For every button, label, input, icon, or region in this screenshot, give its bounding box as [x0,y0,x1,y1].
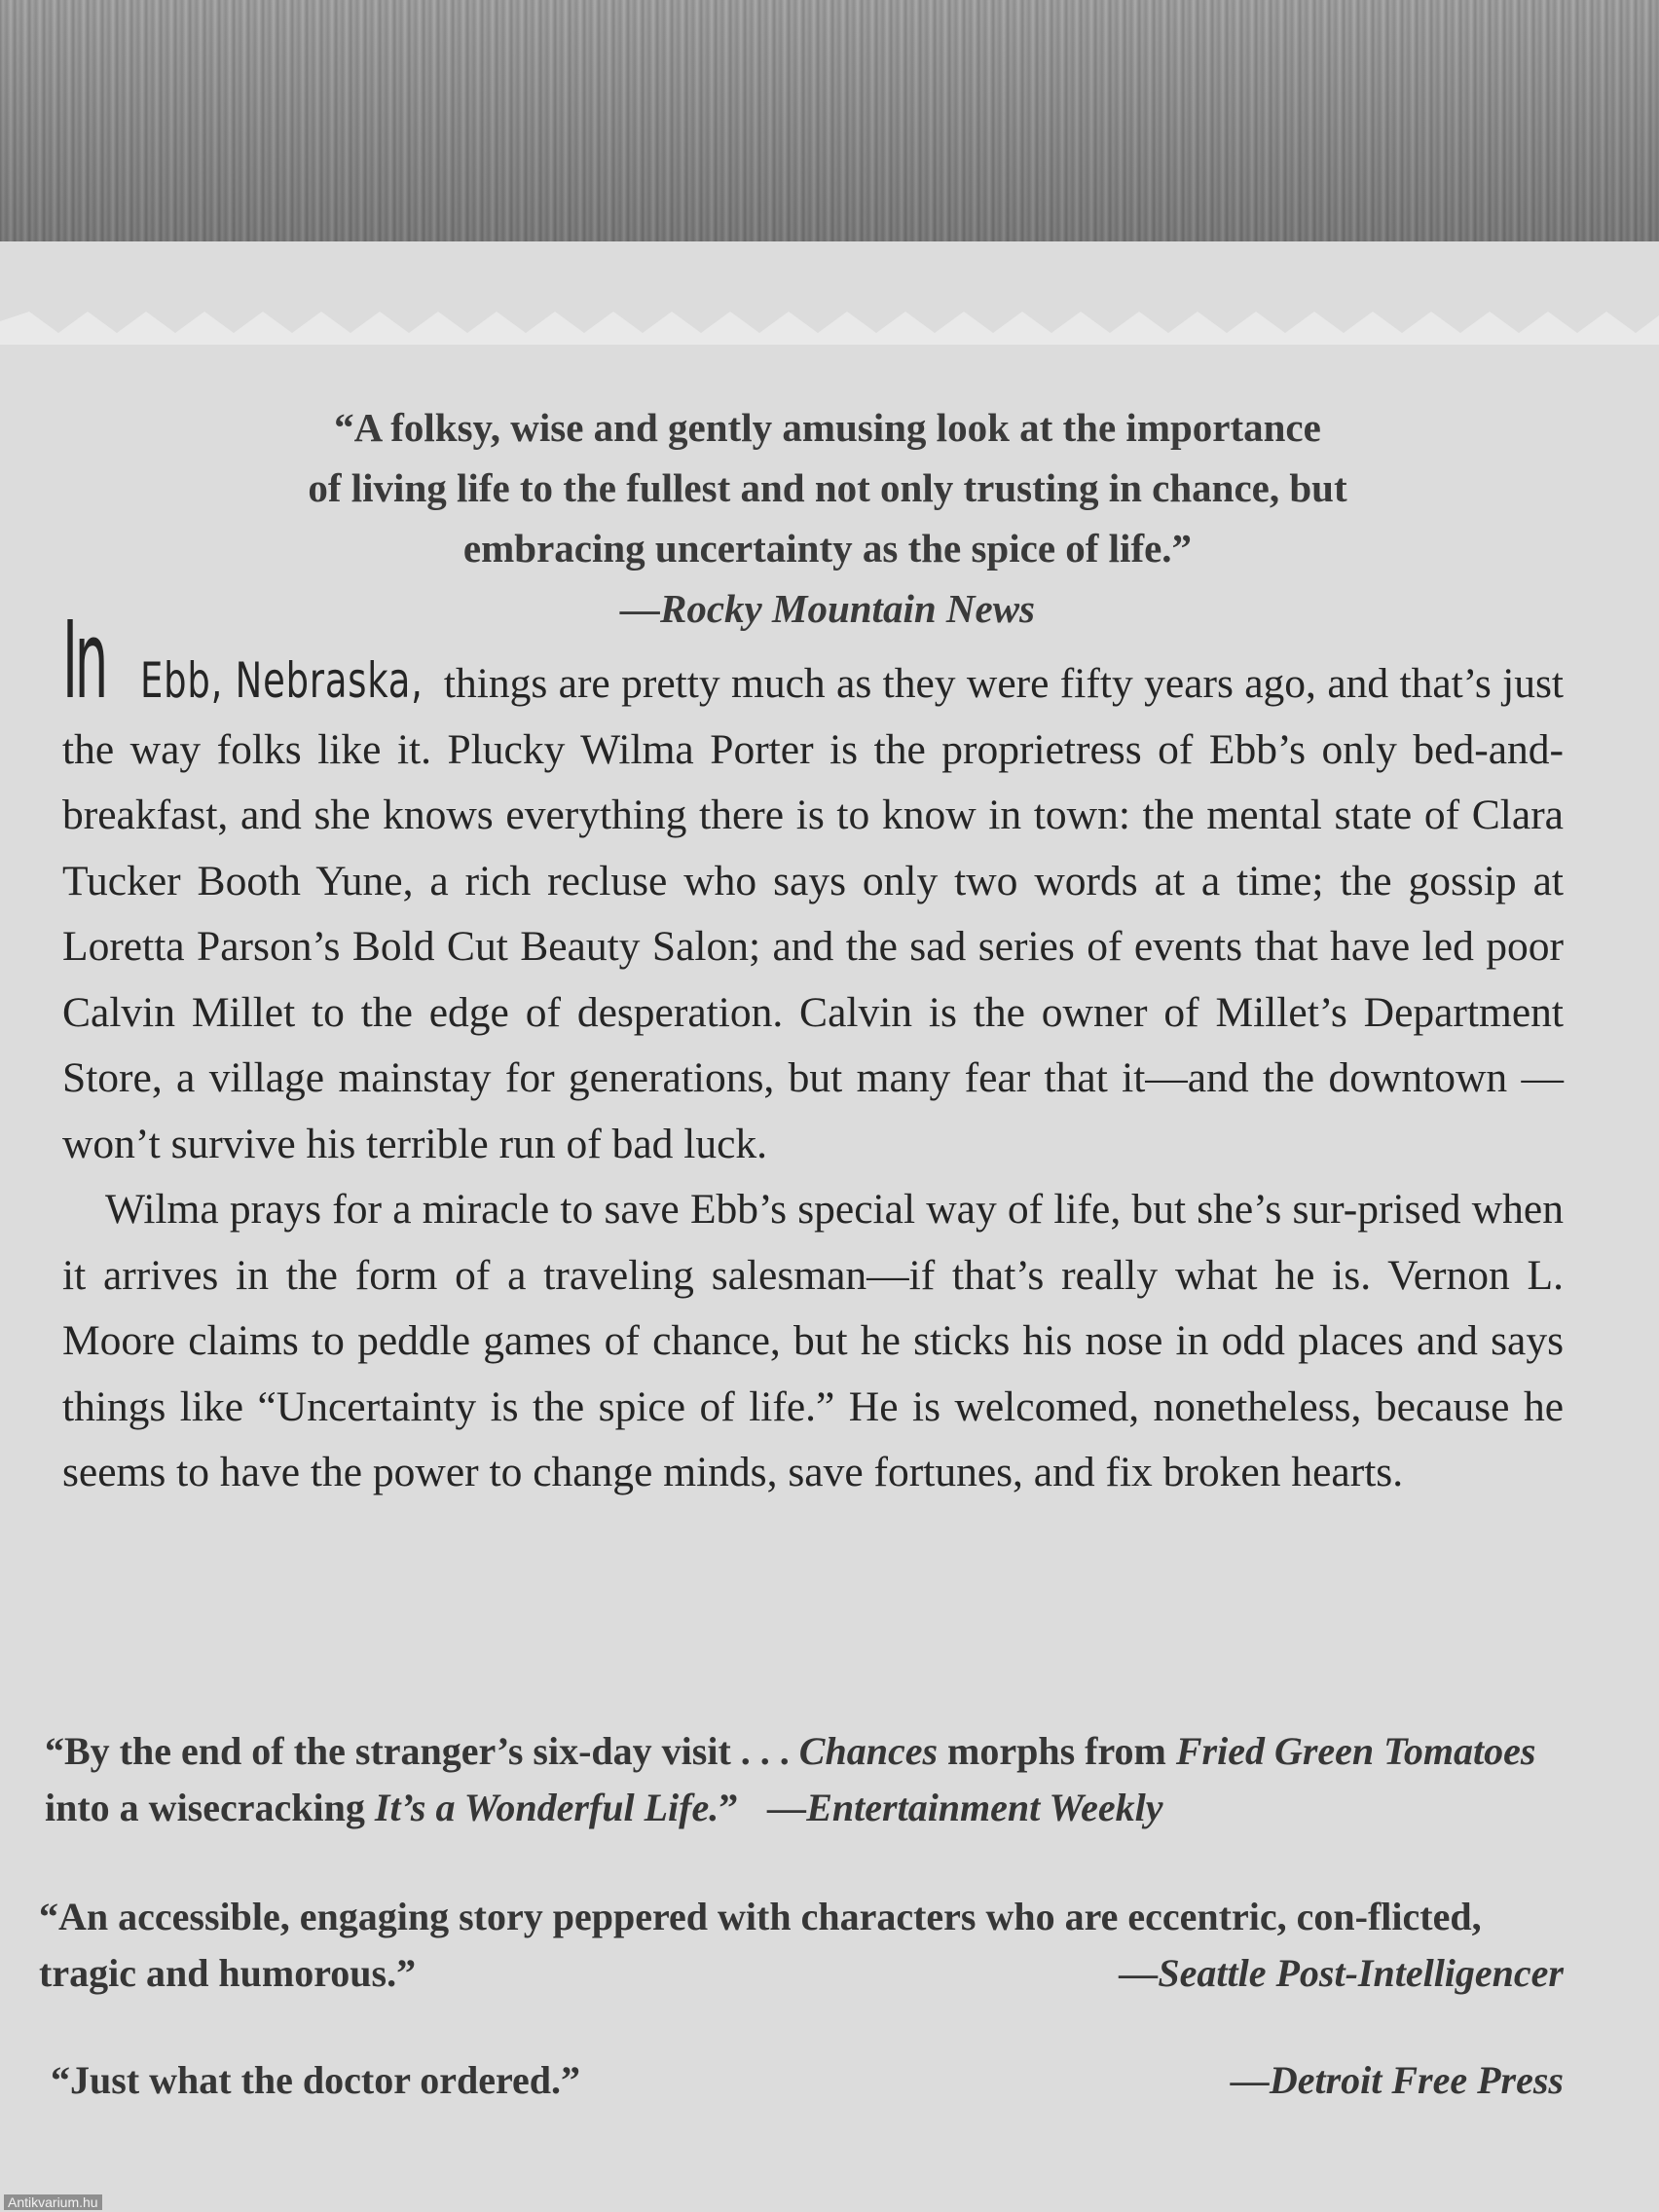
blurb-source: —Entertainment Weekly [767,1786,1163,1829]
review-blurb [39,1889,1564,2002]
background-surface [0,0,1659,243]
blurb-source: —Seattle Post-Intelligencer [1119,1951,1564,1995]
blurb-text: morphs from [938,1729,1176,1773]
blurb-text: “Just what the doctor ordered.” [51,2058,581,2102]
blurb-title: Chances [798,1729,939,1773]
review-blurb [51,2052,1564,2109]
synopsis-paragraph: Wilma prays for a miracle to save Ebb’s special way of life, but she’s sur-prised when it arrives in the form of a traveling salesman—if that’s really what he is. Vernon L. Moore claims to peddle games of chance, but he sticks his nose in odd places and says things like “Uncertainty is the spice of life.” He is welcomed, nonetheless, because he seems to have the power to change minds, save fortunes, and fix broken hearts. [62,1186,1564,1495]
pull-quote [117,397,1538,639]
book-back-cover [0,241,1659,2212]
blurb-text: “An accessible, engaging story peppered with characters who are eccentric, con-flicted, tragic and humorous.” [39,1895,1482,1995]
blurb-text: into a wisecracking [45,1786,375,1829]
blurb-title: Fried Green Tomatoes [1175,1729,1536,1773]
lead-in-text: Ebb, Nebraska, [140,652,424,709]
pull-quote-line: of living life to the fullest and not only trusting in chance, but [308,465,1347,510]
blurb-title: It’s a Wonderful Life. [374,1786,719,1829]
drop-cap: In [62,598,105,722]
watermark: Antikvarium.hu [4,2194,102,2210]
zigzag-border [0,312,1659,345]
blurb-source: —Detroit Free Press [1230,2058,1564,2102]
pull-quote-line: embracing uncertainty as the spice of life.” [462,526,1193,571]
review-blurb [45,1723,1564,1836]
pull-quote-source: —Rocky Mountain News [620,586,1035,631]
blurb-text: “By the end of the stranger’s six-day visit . . . [45,1729,799,1773]
pull-quote-line: “A folksy, wise and gently amusing look at the importance [334,405,1321,450]
blurb-text: ” [719,1786,739,1829]
paragraph-text: things are pretty much as they were fifty years ago, and that’s just the way folks like it. Plucky Wilma Porter is the proprietress of Ebb’s only bed-and-breakfast, and she knows everything there is to know in town: the mental state of Clara Tucker Booth Yune, a rich recluse who says only two words at a time; the gossip at Loretta Parson’s Bold Cut Beauty Salon; and the sad series of events that have led poor Calvin Millet to the edge of desperation. Calvin is the owner of Millet’s Department Store, a village mainstay for generations, but many fear that it—and the downtown —won’t survive his terrible run of bad luck. [62,660,1564,1167]
